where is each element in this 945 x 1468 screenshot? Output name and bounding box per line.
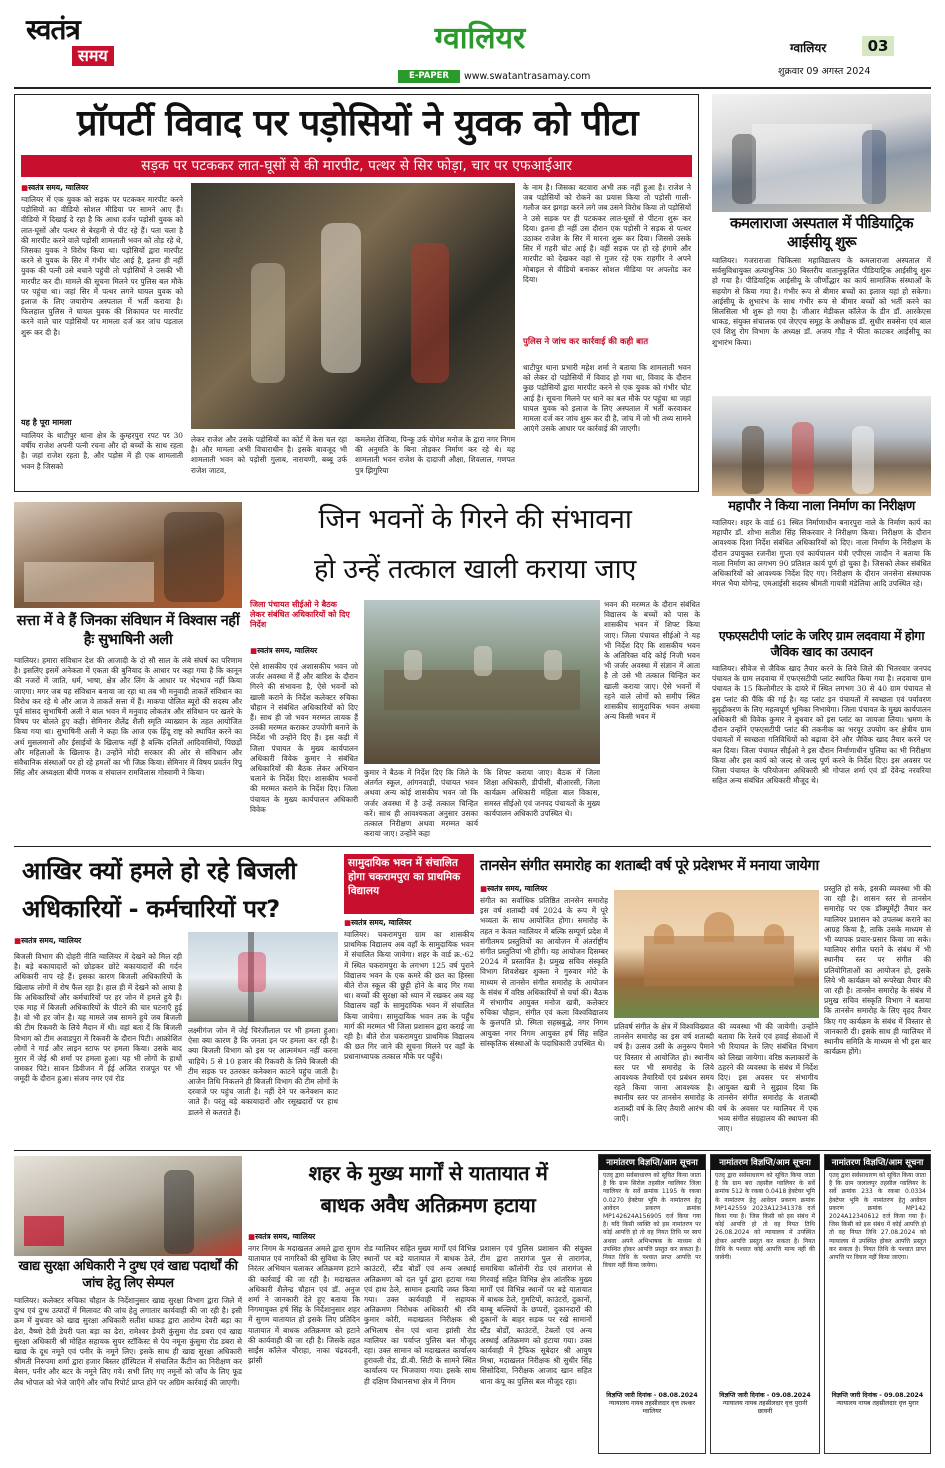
buildings-col3: कि शिफ्ट कराया जाए। बैठक में जिला शिक्षा अधिकारी, डीपीसी, बीआरसी, जिला कार्यक्रम अधिकारी महिला बाल विकास, समस्त सीईओ एवं जनपद पंचायतों के मुख्य कार्यपालन अधिकारी उपस्थित थे। bbox=[484, 768, 600, 818]
masthead-rule bbox=[14, 87, 931, 89]
buildings-kicker: जिला पंचायत सीईओ ने बैठक लेकर संबंधित अधिकारियों को दिए निर्देश bbox=[250, 600, 350, 629]
buildings-photo bbox=[364, 600, 600, 764]
electricity-headline: आखिर क्यों हमले हो रहे बिजली अधिकारियों - कर्मचारियों पर? bbox=[22, 857, 297, 923]
section-rule-low bbox=[14, 1150, 931, 1151]
hospital-photo bbox=[712, 94, 931, 212]
encroachment-col1: नगर निगम के मदाखलत अमले द्वारा सुगम यातायात एवं नागरिकों की सुविधा के लिए निरंतर अभियान चलाकर अतिक्रमण हटाने की कार्रवाई की जा रही है। मदाखलत अधिकारी शैलेन्द्र चौहान एवं डॉ. अनुज शर्मा ने जानकारी देते हुए बताया कि निगमायुक्त हर्ष सिंह के निर्देशानुसार शहर में सुगम यातायात हो इसके लिए प्रतिदिन यातायात में बाधक अतिक्रमण को हटाने की कार्यवाही की जा रही है। जिसके तहत साईंस कॉलेज चौराहा, नाका चंद्रवदनी, झांसी bbox=[248, 1244, 360, 1366]
food-photo bbox=[14, 1156, 242, 1256]
page-city: ग्वालियर bbox=[790, 41, 827, 55]
notice-2-sign: न्यायालय नायब तहसीलदार वृत्त पुरानी छावनी bbox=[722, 1400, 808, 1415]
lead-photo bbox=[191, 183, 515, 429]
masthead bbox=[0, 0, 945, 92]
fstp-text: ग्वालियर। सीवेज से जैविक खाद तैयार करने के लिये जिले की भितरवार जनपद पंचायत के ग्राम लदवाया में एफएसटीपी प्लांट स्थापित किया गया है। लदवाया ग्राम पंचायत के 15 किलोमीटर के दायरे में स्थित लगभग 30 से 40 ग्राम पंचायत से इस प्लांट की पैंकि की गई है। यह प्लांट इन पंचायतों में स्वच्छता एवं पर्यावरण सुदृढ़ीकरण के लिए महत्वपूर्ण भूमिका निभायेगा। जिला पंचायत के मुख्य कार्यपालन अधिकारी श्री विवेक कुमार ने बुधवार को इस प्लांट का जायजा लिया। भ्रमण के दौरान उन्होंने एफएसटीपी प्लांट की तकनीक का भरपूर उपयोग कर क्षेत्रीय ग्राम पंचायतों में स्वच्छता गतिविधियों को बढ़ावा देने और जैविक खाद तैयार करने पर बल दिया। जिला पंचायत सीईओ ने इस दौरान निर्माणाधीन पुलिया का भी निरीक्षण किया और इस कार्य को जल्द से जल्द पूर्ण करने के निर्देश दिए। इस अवसर पर जिला पंचायत के परियोजना अधिकारी श्री गोपाल शर्मा एवं डॉ देवेन्द्र नरवरिया सहित अन्य संबंधित अधिकारी मौजूद थे। bbox=[712, 664, 931, 786]
notice-3-date: विज्ञप्ति जारी दिनांक - 09.08.2024 bbox=[831, 1392, 924, 1399]
mayor-photo bbox=[712, 396, 931, 496]
tansen-col1: संगीत का सर्वाधिक प्रतिष्ठित तानसेन समारोह इस वर्ष शताब्दी वर्ष 2024 के रूप में पूरे भव्यता के साथ आयोजित होगा। समारोह के तहत न केवल ग्वालियर में बल्कि सम्पूर्ण प्रदेश में संगीतमय प्रस्तुतियों का आयोजन में अंतर्राष्ट्रीय संगीत प्रस्तुतियां भी होंगी। यह आयोजन दिसम्बर 2024 में प्रस्तावित है। प्रमुख सचिव संस्कृति विभाग शिवशेखर शुक्ला ने गुरुवार मोटे के माध्यम से तानसेन संगीत समारोह के आयोजन के संबंध में वरिष्ठ अधिकारियों से चर्चा की। बैठक में संभागीय आयुक्त मनोज खत्री, कलेक्टर रुचिका चौहान, संगीत एवं कला विश्वविद्यालय के कुलपति प्रो. स्मिता सहस्रबुद्धे, नगर निगम आयुक्त नगर निगम आयुक्त हर्ष सिंह सहित सांस्कृतिक संस्थाओं के पदाधिकारी उपस्थित थे। bbox=[480, 896, 608, 1048]
mayor-text: ग्वालियर। शहर के वार्ड 61 स्थित निर्माणाधीन बनारपुरा नाले के निर्माण कार्य का महापौर डॉ. शोभा सतीश सिंह सिकरवार ने निरीक्षण किया। निरीक्षण के दौरान आवश्यक दिशा निर्देश संबंधित अधिकारियों को दिए। नाला निर्माण के निरीक्षण के दौरान उपायुक्त रजनीश गुप्ता एवं कार्यपालन यंत्री एपीएस जादौन ने बताया कि नाला निर्माण का लगभग 90 प्रतिशत कार्य पूर्ण हो चुका है। जिसको लेकर संबंधित अधिकारियों को आवश्यक निर्देश दिए गए। निरीक्षण के दौरान जनसेना संस्थापक मंगल भैया योगेन्द्र, एमआईसी सदस्य श्रीमती गायत्री मंडेलिया आदि उपस्थित रहे। bbox=[712, 518, 931, 589]
food-headline: खाद्य सुरक्षा अधिकारी ने दुग्ध एवं खाद्य पदार्थों की जांच हेतु लिए सेम्पल bbox=[18, 1259, 238, 1291]
notice-3-title: नामांतरण विज्ञप्ति/आम सूचना bbox=[825, 1155, 930, 1170]
date: शुक्रवार 09 अगस्त 2024 bbox=[778, 66, 871, 77]
lead-sub2: पुलिस ने जांच कर कार्रवाई की कही बात bbox=[523, 337, 649, 347]
buildings-headline-2: हो उन्हें तत्काल खाली कराया जाए bbox=[314, 554, 636, 585]
logo bbox=[26, 14, 146, 74]
lead-subhead: सड़क पर पटककर लात-घूसों से की मारपीट, पत्थर से सिर फोड़ा, चार पर एफआईआर bbox=[21, 155, 692, 177]
encroachment-col2: रोड ग्वालियर सहित मुख्य मार्गों एवं विभिन्न स्थानों पर बड़े यातायात में बाधक ठेले, काउंटरों, स्टैंड बोर्डों एवं अन्य अस्थाई अतिक्रमण को दल पूर्व द्वारा हटाया गया एवं हाथ ठेले, सामान इत्यादि जब्त किया गया। उक्त कार्यवाही में सहायक अतिक्रमण निरोधक अधिकारी श्री रवि कुमार कोरी, मदाखलत निरीक्षक श्री अभिलाष सेन एवं थाना झांसी रोड ग्वालियर का पर्याप्त पुलिस बल मौजूद रहा। उक्त सामान को मदाखलत कार्यालय हुरावली रोड, डी.बी. सिटी के सामने स्थित कार्यालय पर भिजवाया गया। इसके साथ ही दक्षिण विधानसभा क्षेत्र में निगम bbox=[364, 1244, 476, 1386]
lead-col1: ग्वालियर में एक युवक को सड़क पर पटककर मारपीट करने पड़ोसियों का वीडियो सोशल मीडिया पर सामने आए हैं। वीडियो में दिखाई दे रहा है कि आधा दर्जन पड़ोसी युवक को लात-घूसों और पत्थर से बेरहमी से पीट रहे हैं। पता चला है की मारपीट करने वाले पड़ोसी शामलाती भवन को तोड़ रहे थे, जिसका युवक ने विरोध किया था। पड़ोसियों द्वारा मारपीट करने से युवक के सिर में गंभीर चोट आई है, इतना ही नहीं युवक की पत्नी उसे बचाने पहुंची तो पड़ोसियों ने उसकी भी मारपीट कर दी। मामले की सूचना मिलने पर पुलिस बल मौके पर पहुंचा था। जहां सिर में पत्थर लगने घायल युवक को इलाज के लिए जयारोग्य अस्पताल में भर्ती कराया है। फिलहाल पुलिस ने घायल युवक की शिकायत पर मारपीट करने वाले चार पड़ोसियों पर मामला दर्ज कर जांच पड़ताल शुरू कर दी है। bbox=[21, 195, 183, 337]
notice-3-body: एतद् द्वारा सर्वसाधारण को सूचित किया जाता है कि ग्राम जलालपुर तहसील ग्वालियर के सर्वे क्रमांक 233 के रकबा 0.0334 हेक्टेयर भूमि के नामांतरण हेतु आवेदन प्रकरण क्रमांक MP142 2024A12340612 दर्ज किया गया है। जिस किसी को इस संबंध में कोई आपत्ति हो तो वह नियत तिथि 27.08.2024 को न्यायालय में उपस्थित होकर आपत्ति प्रस्तुत कर सकता है। नियत तिथि के पश्चात प्राप्त आपत्ति पर विचार नहीं किया जाएगा। bbox=[829, 1172, 926, 1262]
buildings-headline-1: जिन भवनों के गिरने की संभावना bbox=[318, 504, 632, 535]
tansen-col2: प्रतिवर्ष संगीत के क्षेत्र में विश्वविख्यात तानसेन समारोह का इस वर्ष शताब्दी वर्ष है। उत्सव उसी के अनुरूप पैमाने पर विस्तार से आयोजित हो। स्थानीय स्तर पर भी समारोह के लिये आवश्यक तैयारियों एवं प्रबंधन समय रहते किया जाना आवश्यक है। स्थानीय स्तर पर तानसेन समारोह के शताब्दी वर्ष के लिए तैयारी आरंभ की जाएँ। bbox=[614, 1022, 714, 1123]
lead-col4: के नाम है। जिसका बटवारा अभी तक नहीं हुआ है। राजेश ने जब पड़ोसियों को रोकने का प्रयास किया तो पड़ोसी गाली-गलौज कर झगड़ा करने लगे जब उसने विरोध किया तो पड़ोसियों ने उसे सड़क पर ही पटककर लात-घूसों से पीटना शुरू कर दिया। इतना ही नहीं उस दौरान एक पड़ोसी ने सड़क से पत्थर उठाकर राजेश के सिर में मारना शुरू कर दिया। जिससे उसके सिर में गहरी चोट आई है। वहीं सड़क पर हो रहे हंगामे और मारपीट को देखकर वहां से गुजर रहे एक राहगीर ने अपने मोबाइल से वीडियो बनाकर सोशल मीडिया पर अपलोड कर दिया। bbox=[523, 183, 691, 284]
tansen-col3: की व्यवस्था भी की जायेगी। उन्होंने बताया कि रेलवे एवं हवाई सेवाओं में भी रियायत के लिए संबंधित विभाग को लिखा जायेगा। वरिष्ठ कलाकारों के ठहरने की व्यवस्था के संबंध में निर्देश दिए। इस अवसर पर संभागीय आयुक्त खत्री ने सुझाव दिया कि तानसेन संगीत समारोह के शताब्दी वर्ष के अवसर पर ग्वालियर में एक भव्य संगीत संग्रहालय की स्थापना की जाए। bbox=[718, 1022, 818, 1134]
electricity-byline: ■ स्वतंत्र समय, ग्वालियर bbox=[14, 936, 81, 946]
hospital-text: ग्वालियर। गजराराजा चिकित्सा महाविद्यालय के कमलाराजा अस्पताल में सर्वसुविधायुक्त अत्याधुनिक 30 बिस्तरीय वातानुकूलित पीडियाट्रिक आईसीयू शुरू हो गया है। पीडियाट्रिक आईसीयू के जीर्णोद्धार का कार्य सामाजिक संस्थाओं के सहयोग से किया गया है। गंभीर रूप से बीमार बच्चों का इलाज यहां हो सकेगा। आईसीयू के शुभारंभ के साथ गंभीर रूप से बीमार बच्चों को भर्ती करने का सिलसिला भी शुरू हो गया है। जीआर मेडीकल कॉलेज के डीन डॉ. आरकेएस धाकड़, संयुक्त संचालक एवं जेएएच समूह के अधीक्षक डॉ. सुधीर सक्सेना एवं बाल एवं शिशु रोग विभाग के अध्यक्ष डॉ. अजय गौड़ ने फीता काटकर आईसीयू का शुभारंभ किया। bbox=[712, 256, 931, 347]
lead-sub1: यह है पूरा मामला bbox=[21, 418, 72, 427]
logo-line2: समय bbox=[72, 46, 114, 66]
lead-col4b: थाटीपुर थाना प्रभारी महेश शर्मा ने बताया कि शामलाती भवन को लेकर दो पड़ोसियों में विवाद हो गया था, विवाद के दौरान कुछ पड़ोसियों द्वारा मारपीट करने से एक युवक को गंभीर चोट आई है। सूचना मिलने पर थाने का बल मौके पर पहुंचा था जहां घायल युवक को इलाज के लिए अस्पताल में भर्ती करवाकर मामला दर्ज कर जांच शुरू कर दी है, जांच में जो भी तथ्य सामने आएंगे उसके आधार पर कार्रवाई की जाएगी। bbox=[523, 363, 691, 434]
encroachment-col3: प्रशासन एवं पुलिस प्रशासन की संयुक्त टीम द्वारा तारागंज पुल से तारागंज, समाधिया कॉलोनी रोड एवं तारागंज से गिरवाई सहित विभिन्न क्षेत्र आंतरिक मुख्य मार्गों एवं विभिन्न स्थानों पर बड़े यातायात में बाधक ठेले, गुमटियों, काउंटरों, दुकानों, बाम्बू बल्लियों के छप्परों, दुकानदारों की दुकानों के बाहर सड़क पर रखे सामानों स्टैंड बोर्डों, काउंटरों, टेबलों एवं अन्य अस्थाई अतिक्रमण को हटाया गया। उक्त कार्यवाही में ट्रैफिक सूबेदार श्री आयुष मिश्रा, मदाखलत निरीक्षक श्री सुधीर सिंह सिसोदिया, निरीक्षक आजाद खान सहित थाना कंपू का पुलिस बल मौजूद रहा। bbox=[480, 1244, 592, 1386]
lead-headline: प्रॉपर्टी विवाद पर पड़ोसियों ने युवक को पीटा bbox=[76, 103, 639, 144]
notice-1-title: नामांतरण विज्ञप्ति/आम सूचना bbox=[599, 1155, 705, 1170]
school-headline: सामुदायिक भवन में संचालित होगा चकरामपुरा का प्राथमिक विद्यालय bbox=[344, 854, 474, 914]
food-text: ग्वालियर। कलेक्टर रुचिका चौहान के निर्देशानुसार खाद्य सुरक्षा विभाग द्वारा जिले में दुग्ध एवं दुग्ध उत्पादों में मिलावट की जांच हेतु लगातार कार्यवाही की जा रही है। इसी क्रम में बुधवार को खाद्य सुरक्षा अधिकारी सतीश धाकड़ द्वारा आरोग्य देवरी बढ़ा का ढेरा, वैष्णो देवी डेयरी पता बड़ा का ढेरा, रामेश्वर डेयरी कुंसुमा रोड डबरा एवं खाद्य सुरक्षा अधिकारी श्री मोहित सहायक सुपर स्टॉकिस्ट से पेय नमूना कुंसुमा रोड डबरा से खाद्य के दूध नमूने एवं पनीर के नमूने लिए। इसके साथ ही खाद्य सुरक्षा अधिकारी श्रीमती निरुपमा शर्मा द्वारा हजार बिस्तर हॉस्पिटल में संचालित कैंटीन का निरीक्षण कर बेसन, पनीर और बटर के नमूने लिए गये। सभी लिए गए नमूनों को जाँच के लिए फूड लैब भोपाल को भेजे जाएँगे और जाँच रिपोर्ट प्राप्त होने पर अग्रिम कार्रवाई की जाएगी। bbox=[14, 1296, 242, 1387]
page-number: 03 bbox=[862, 36, 894, 56]
lead-col1b: ग्वालियर के थाटीपुर थाना क्षेत्र के कुम्हरपुरा रपट पर 30 वर्षीय राजेश अपनी पत्नी रचना और दो बच्चों के साथ रहता है। जहां राजेश रहता है, और पड़ोस में ही एक शामलाती भवन है जिसको bbox=[21, 431, 183, 471]
notice-3 bbox=[824, 1154, 931, 1454]
tansen-col4: प्रस्तुति हो सके, इसकी व्यवस्था भी की जा रही है। शासन स्तर से तानसेन समारोह पर एक डॉक्यूमेंट्री तैयार कर ग्वालियर प्रशासन को उपलब्ध कराने का आग्रह किया है, ताकि उसके माध्यम से भी व्यापक प्रचार-प्रसार किया जा सके। ग्वालियर संगीत घराने के संबंध में भी स्थानीय स्तर पर संगीत की प्रतियोगिताओं का आयोजन हो, इसके लिये भी कार्यक्रम को रूपरेखा तैयार की जा रही है। तानसेन समारोह के संबंध में प्रमुख सचिव संस्कृति विभाग ने बताया कि तानसेन समारोह के लिए वृहद तैयार किए गए कार्यक्रम के संबंध में विस्तार से जानकारी दी। इसके साथ ही ग्वालियर में स्थानीय समिति के माध्यम से भी इस बार कार्यक्रम होंगे। bbox=[824, 884, 931, 1057]
buildings-col1: ऐसे शासकीय एवं अशासकीय भवन जो जर्जर अवस्था में हैं और बारिश के दौरान गिरने की संभावना है, ऐसे भवनों को खाली कराने के निर्देश कलेक्टर रुचिका चौहान ने संबंधित अधिकारियों को दिए हैं। साथ ही जो भवन मरम्मत लायक हैं उनकी मरम्मत कराकर उपयोगी बनाने के निर्देश भी उन्होंने दिए हैं। इस कड़ी में जिला पंचायत के मुख्य कार्यपालन अधिकारी विवेक कुमार ने संबंधित अधिकारियों की बैठक लेकर अभियान चलाने के निर्देश दिए। शासकीय भवनों की मरम्मत कराने के निर्देश दिए। जिला पंचायत के मुख्य कार्यपालन अधिकारी विवेक bbox=[250, 662, 358, 814]
school-text: ग्वालियर। चकरामपुरा ग्राम का शासकीय प्राथमिक विद्यालय अब वहाँ के सामुदायिक भवन में संचालित किया जायेगा। शहर के वार्ड क्र.-62 में स्थित चकरामपुरा के लगभग 125 वर्ष पुराने विद्यालय भवन के एक कमरे की छत का हिस्सा बीते रोज स्कूल की छुट्टी होने के बाद गिर गया था। बच्चों की सुरक्षा को ध्यान में रखकर अब यह विद्यालय वहाँ के सामुदायिक भवन में संचालित किया जायेगा। सामुदायिक भवन तक के पहुँच मार्ग की मरम्मत भी जिला प्रशासन द्वारा कराई जा रही है। बीते रोज चकरामपुरा प्राथमिक विद्यालय की छत गिर जाने की सूचना मिलने पर वहाँ के प्रधानाध्यापक तत्काल मौके पर पहुँचे। bbox=[344, 930, 474, 1062]
notice-3-sign: न्यायालय नायब तहसीलदार वृत्त मुरार bbox=[836, 1400, 919, 1407]
notice-2-body: एतद् द्वारा सर्वसाधारण को सूचित किया जाता है कि ग्राम बरा तहसील ग्वालियर के सर्वे क्रमांक 512 के रकबा 0.0418 हेक्टेयर भूमि के नामांतरण हेतु आवेदन प्रकरण क्रमांक MP142559 2023A12341378 दर्ज किया गया है। जिस किसी को इस संबंध में कोई आपत्ति हो तो वह नियत तिथि 26.08.2024 को न्यायालय में उपस्थित होकर आपत्ति प्रस्तुत कर सकता है। नियत तिथि के पश्चात कोई आपत्ति मान्य नहीं की जावेगी। bbox=[715, 1172, 815, 1262]
notice-2-title: नामांतरण विज्ञप्ति/आम सूचना bbox=[711, 1155, 819, 1170]
encroachment-headline-2: बाधक अवैध अतिक्रमण हटाया bbox=[320, 1193, 536, 1217]
notice-1-body: एतद् द्वारा सर्वसाधारण को सूचित किया जाता है कि ग्राम सिरोल तहसील ग्वालियर जिला ग्वालियर के सर्वे क्रमांक 1195 के रकबा 0.0270 हेक्टेयर भूमि के नामांतरण हेतु आवेदन प्रकरण क्रमांक MP142624A156905 दर्ज किया गया है। यदि किसी व्यक्ति को इस नामांतरण पर कोई आपत्ति हो तो वह नियत तिथि पर स्वयं अथवा अपने अभिभाषक के माध्यम से उपस्थित होकर आपत्ति प्रस्तुत कर सकता है। नियत तिथि के पश्चात प्राप्त आपत्ति पर विचार नहीं किया जायेगा। bbox=[603, 1172, 701, 1270]
epaper-label: E-PAPER bbox=[398, 70, 460, 83]
tansen-headline: तानसेन संगीत समारोह का शताब्दी वर्ष पूरे प्रदेशभर में मनाया जायेगा bbox=[480, 858, 819, 874]
section-rule-mid bbox=[14, 846, 931, 847]
tansen-byline: ■ स्वतंत्र समय, ग्वालियर bbox=[480, 884, 547, 894]
buildings-col2: कुमार ने बैठक में निर्देश दिए कि जिले के अंतर्गत स्कूल, आंगनवाड़ी, पंचायत भवन अथवा अन्य कोई शासकीय भवन जो कि जर्जर अवस्था में है उन्हें तत्काल चिन्हित करें। साथ ही आवश्यकता अनुसार उसका तत्काल निरीक्षण अथवा मरम्मत कार्य कराया जाए। उन्होंने कहा bbox=[364, 768, 478, 839]
buildings-col4: भवन की मरम्मत के दौरान संबंधित विद्यालय के बच्चों को पास के शासकीय भवन में शिफ्ट किया जाए। जिला पंचायत सीईओ ने यह भी निर्देश दिए कि शासकीय भवन के अतिरिक्त यदि कोई निजी भवन भी जर्जर अवस्था में संज्ञान में आता है तो उसे भी तत्काल चिन्हित कर खाली कराया जाए। ऐसे भवनों में रहने वाले लोगों को समीप स्थित शासकीय सामुदायिक भवन अथवा अन्य किसी भवन में bbox=[604, 600, 700, 722]
electricity-text2: लक्ष्मीगंज जोन में जेई चिरंजीलाल पर भी हमला हुआ। ऐसा क्या कारण है कि जनता इन पर हमला कर रही है। क्या बिजली विभाग को इस पर आत्ममंथन नहीं करना चाहिये। 5 से 10 हजार की रिकवरी के लिये बिजली की टीम सड़क पर उतरकर कनेक्शन काटने पहुंच जाती है। आजेन तिथि निकलने ही बिजली विभाग की टीम लोगों के दरवाजे पर पहुंच जाती है। नहीं देने पर कनेक्शन काट जाते हैं। परंतु बड़े बकायादारों और रसूखदारों पर हाथ डालने से कतराते हैं। bbox=[188, 1026, 338, 1117]
fstp-headline: एफएसटीपी प्लांट के जरिए ग्राम लदवाया में होगा जैविक खाद का उत्पादन bbox=[718, 628, 925, 659]
buildings-byline: ■ स्वतंत्र समय, ग्वालियर bbox=[250, 646, 317, 656]
mayor-headline: महापौर ने किया नाला निर्माण का निरीक्षण bbox=[728, 499, 915, 514]
constitution-photo bbox=[14, 502, 242, 608]
notice-1-sign: न्यायालय नायब तहसीलदार वृत्त लश्कर ग्वालियर bbox=[608, 1400, 696, 1415]
website[interactable]: www.swatantrasamay.com bbox=[464, 71, 591, 82]
constitution-text: ग्वालियर। हमारा संविधान देश की आजादी के दो सौ साल के लंबे संघर्ष का परिणाम है। इसलिए इसमें अनेकता में एकता की बुनियाद के आधार पर कहा गया है कि कानून की नजरों में जाति, धर्म, भाषा, क्षेत्र और लिंग के आधार पर भेदभाव नहीं किया जाएगा। मगर जब यह संविधान बनाया जा रहा था तब भी मनुवादी ताकतें संविधान का विरोध कर रहे थे और आज वे ताकतें सत्ता में हैं। माकपा पोलित ब्यूरो की सदस्य और पूर्व सांसद सुभाषिनी अली ने बाल भवन में मनुवाद लोकतंत्र और संविधान पर खतरे के विषय पर बोलते हुए कही। सेमिनार शैलेंद्र शैली स्मृति व्याख्यान के तहत आयोजित किया गया था। सुभाषिनी अली ने कहा कि आज एक हिंदू राष्ट्र को स्थापित करने का अर्थ मुसलमानों और ईसाईयों के खिलाफ नहीं है बल्कि दलितों आदिवासियों, पिछड़ों और महिलाओं के खिलाफ है। उन्होंने मोदी सरकार की ओर से संविधान और संवैधानिक संस्थाओं पर हो रहे हमलों का भी जिक्र किया। सेमिनार में विषय प्रवर्तन रिपु सिंह और अध्यक्षता बीपी गणक व संचालन रामविलास गोस्वामी ने किया। bbox=[14, 656, 242, 778]
city-title: ग्वालियर bbox=[434, 21, 526, 56]
logo-line1: स्वतंत्र bbox=[26, 13, 80, 46]
hospital-headline: कमलाराजा अस्पताल में पीडियाट्रिक आईसीयू शुरू bbox=[729, 214, 913, 251]
notice-2-date: विज्ञप्ति जारी दिनांक - 09.08.2024 bbox=[719, 1392, 811, 1399]
lead-col3: कमलेश रोजिया, पिन्कू उर्फ योगेश मनोज के द्वारा नगर निगम की अनुमति के बिना तोड़कर निर्माण कर रहे थे। यह शामलाती भवन राजेश के दादाजी औक्षा, शिवलाल, गणपत पुत्र झिगुरिया bbox=[355, 435, 515, 475]
constitution-headline: सत्ता में वे हैं जिनका संविधान में विश्वास नहीं हैः सुभाषिनी अली bbox=[16, 613, 240, 648]
notice-1-date: विज्ञप्ति जारी दिनांक - 08.08.2024 bbox=[606, 1392, 698, 1399]
notice-2 bbox=[710, 1154, 820, 1454]
school-byline: ■ स्वतंत्र समय, ग्वालियर bbox=[344, 918, 411, 928]
lead-byline: ■ स्वतंत्र समय, ग्वालियर bbox=[21, 183, 88, 193]
tansen-photo bbox=[614, 890, 819, 1018]
encroachment-headline-1: शहर के मुख्य मार्गों से यातायात में bbox=[308, 1161, 548, 1185]
lead-col2: लेकर राजेश और उसके पड़ोसियों का कोर्ट में केस चल रहा है। और मामला अभी विचाराधीन है। इसके बावजूद भी शामलाती भवन को पड़ोसी गुलाब, नारायणी, बब्बू उर्फ राजेश जाटव, bbox=[191, 435, 347, 475]
lead-story bbox=[14, 94, 699, 492]
electricity-text: बिजली विभाग की दोहरी नीति ग्वालियर में देखने को मिल रही है। बड़े बकायादारों को छोड़कर छोटे बकायादारों की गर्दन अधिकारी नाप रहे हैं। इसका कारण बिजली अधिकारियों के खिलाफ लोगों में रोष फैल रहा है। हाल ही में देखने को आया है कि अधिकारियों और कर्मचारियों पर हर जोन में हमले हुये हैं। एक माह में बिजली अधिकारियों के पीटने की चार घटनाएँ हुई है। वो भी हर जोन है। यह मामले जब सामने हुये जब बिजली की टीम रिकवरी के लिये मैदान में थी। वहां बता दें कि बिजली विभाग को टीम अवाडपुरा में रिकवरी के दौरान पिटी। आक्रोशित लोगों ने गार्ड और लाइन स्टाफ पर हमला किया। उसके बाद मुरार में जेई श्री शर्मा पर हमला हुआ। यह भी लोगों के हाथों जमकर पिटे। सावन डिवीजन में ईई अजित राजपूत पर भी जमूदी के दौरान हुआ। संजय नगर एवं रोड bbox=[14, 952, 182, 1084]
encroachment-byline: ■ स्वतंत्र समय, ग्वालियर bbox=[248, 1232, 315, 1242]
electricity-photo bbox=[188, 932, 338, 1022]
notice-1 bbox=[598, 1154, 706, 1454]
